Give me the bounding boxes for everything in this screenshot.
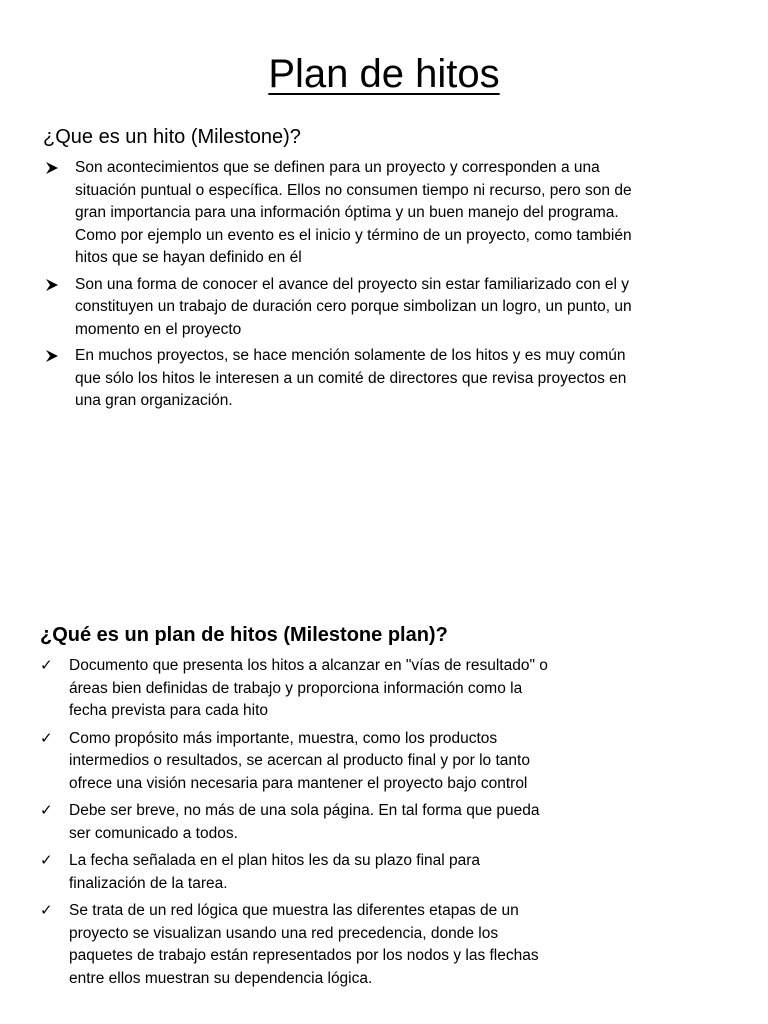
list-item xyxy=(0,655,549,723)
list-item xyxy=(0,900,549,990)
checkmark-icon: ✓ xyxy=(40,852,53,869)
list-item xyxy=(0,850,549,895)
milestone-definition-heading: ¿Que es un hito (Milestone)? xyxy=(43,126,301,148)
milestone-plan-heading: ¿Qué es un plan de hitos (Milestone plan)? xyxy=(40,624,448,646)
list-item xyxy=(0,800,549,845)
list-item-text: Son acontecimientos que se definen para un proyecto y corresponden a una situación puntual o específica. Ellos no consumen tiempo ni recurso, pero son de gran importancia para una información óptima y un buen manejo del programa. Como por ejemplo un evento es el inicio y término de un proyecto, como también hitos que se hayan definido en él xyxy=(75,159,632,266)
list-item-text: Se trata de un red lógica que muestra las diferentes etapas de un proyecto se visualizan usando una red precedencia, donde los paquetes de trabajo están representados por los nodos y las flechas entre ellos muestran su dependencia lógica. xyxy=(69,902,539,987)
checkmark-icon: ✓ xyxy=(40,657,53,674)
list-item xyxy=(0,728,549,796)
list-item-text: Como propósito más importante, muestra, como los productos intermedios o resultados, se acercan al producto final y por lo tanto ofrece una visión necesaria para mantener el proyecto bajo control xyxy=(69,729,530,792)
list-item-text: Documento que presenta los hitos a alcanzar en "vías de resultado" o áreas bien definidas de trabajo y proporciona información como la fecha prevista para cada hito xyxy=(69,657,548,719)
list-item-text: Debe ser breve, no más de una sola página. En tal forma que pueda ser comunicado a todos. xyxy=(69,802,540,842)
milestone-plan-section xyxy=(0,622,768,995)
arrow-bullet-icon xyxy=(45,345,59,371)
checkmark-icon: ✓ xyxy=(40,902,53,919)
list-item xyxy=(0,157,635,270)
list-item-text: En muchos proyectos, se hace mención solamente de los hitos y es muy común que sólo los hitos le interesen a un comité de directores que revisa proyectos en una gran organización. xyxy=(75,347,627,409)
checkmark-icon: ✓ xyxy=(40,802,53,819)
milestone-definition-list xyxy=(0,157,768,413)
page-title xyxy=(0,50,768,98)
arrow-bullet-icon xyxy=(45,274,59,300)
page-title-text: Plan de hitos xyxy=(268,52,500,96)
list-item-text: Son una forma de conocer el avance del proyecto sin estar familiarizado con el y constituyen un trabajo de duración cero porque simbolizan un logro, un punto, un momento en el proyecto xyxy=(75,275,632,338)
milestone-plan-list xyxy=(0,655,768,990)
checkmark-icon: ✓ xyxy=(40,729,53,747)
list-item xyxy=(0,345,635,413)
arrow-bullet-icon xyxy=(45,157,59,183)
milestone-definition-section xyxy=(0,124,768,417)
list-item-text: La fecha señalada en el plan hitos les da su plazo final para finalización de la tarea. xyxy=(69,852,481,892)
list-item xyxy=(0,274,635,342)
